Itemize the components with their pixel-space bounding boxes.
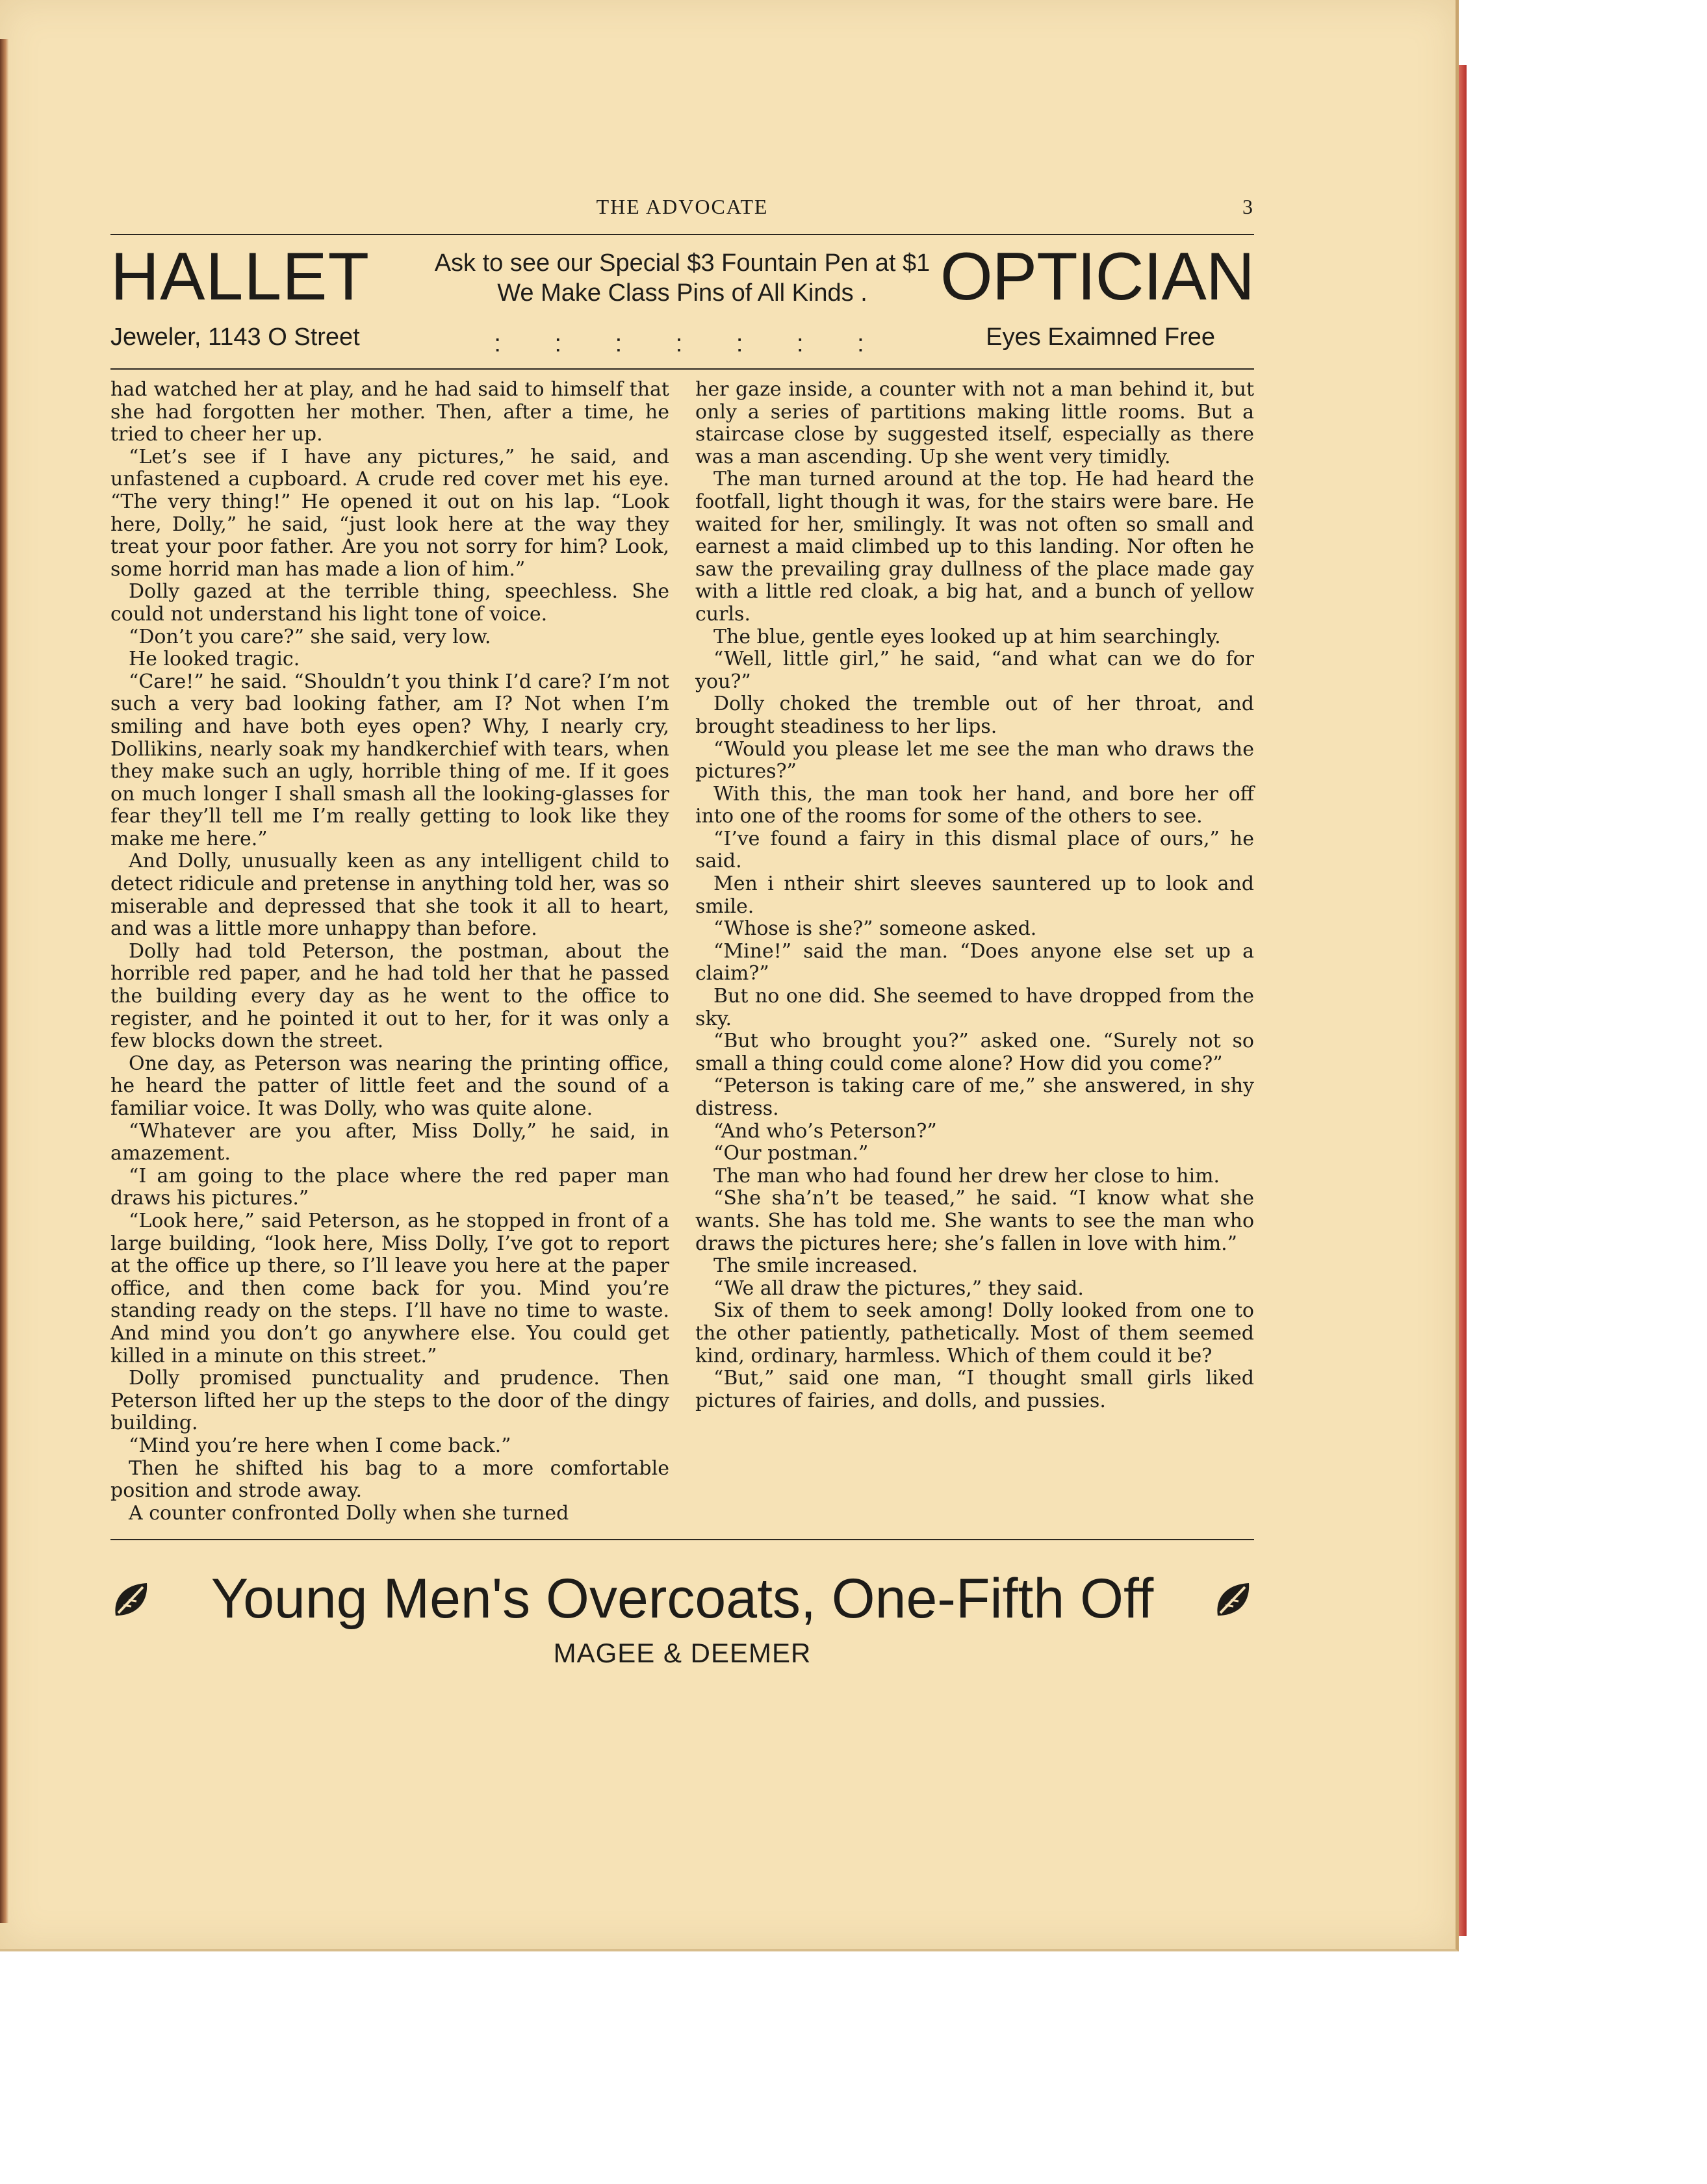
story-columns <box>110 379 1254 1525</box>
paragraph: Six of them to seek among! Dolly looked from one to the other patiently, pathetically. Most of them seemed kind, ordinary, harmless. Which of them could it be? <box>695 1299 1254 1367</box>
paragraph: But no one did. She seemed to have dropped from the sky. <box>695 985 1254 1030</box>
paragraph: “Peterson is taking care of me,” she answered, in shy distress. <box>695 1074 1254 1120</box>
paragraph: Dolly had told Peterson, the postman, about the horrible red paper, and he had told her that he passed the building every day as he went to the office to register, and he pointed it out to her, for it was only a few blocks down the street. <box>110 939 669 1053</box>
paragraph: “But who brought you?” asked one. “Surely not so small a thing could come alone? How did you come?” <box>695 1030 1254 1075</box>
red-cover-edge <box>1459 65 1467 1936</box>
overcoat-ad-line <box>110 1566 1254 1631</box>
paragraph: “Look here,” said Peterson, as he stopped in front of a large building, “look here, Miss Dolly, I’ve got to report at the office up there, so I’ll leave you here at the paper office, and then come back for you. Mind you’re standing ready on the steps. I’ll have no time to waste. And mind you don’t go anywhere else. You could get killed in a minute on this street.” <box>110 1209 669 1367</box>
right-column <box>695 379 1254 1525</box>
paragraph: had watched her at play, and he had said to himself that she had forgotten her mother. Then, after a time, he tried to cheer her up. <box>110 378 669 446</box>
paragraph: The blue, gentle eyes looked up at him searchingly. <box>713 625 1221 648</box>
overcoat-headline: Young Men's Overcoats, One-Fifth Off <box>211 1568 1154 1631</box>
paragraph: Dolly gazed at the terrible thing, speechless. She could not understand his light tone of voice. <box>110 580 669 626</box>
paragraph: With this, the man took her hand, and bore her off into one of the rooms for some of the others to see. <box>695 782 1254 828</box>
paragraph: “I’ve found a fairy in this dismal place of ours,” he said. <box>695 827 1254 873</box>
jeweler-address: Jeweler, 1143 O Street <box>110 324 360 351</box>
ad-middle-text <box>416 248 949 359</box>
paragraph: “Let’s see if I have any pictures,” he said, and unfastened a cupboard. A crude red cover met his eye. “The very thing!” He opened it out on his lap. “Look here, Dolly,” he said, “just look here at the way they treat your poor father. Are you not sorry for him? Look, some horrid man has made a lion of him.” <box>110 445 669 581</box>
paragraph: And Dolly, unusually keen as any intelligent child to detect ridicule and pretense in anything told her, was so miserable and depressed that she took it all to heart, and was a little more unhappy than before. <box>110 850 669 941</box>
paragraph: He looked tragic. <box>129 648 300 671</box>
paragraph: “Whose is she?” someone asked. <box>713 917 1037 941</box>
paragraph: One day, as Peterson was nearing the printing office, he heard the patter of little feet and the sound of a familiar voice. It was Dolly, who was quite alone. <box>110 1052 669 1120</box>
paragraph: Dolly choked the tremble out of her throat, and brought steadiness to her lips. <box>695 692 1254 738</box>
paragraph: “And who’s Peterson?” <box>713 1119 937 1143</box>
paragraph: The smile increased. <box>713 1254 918 1278</box>
page-binding-edge <box>0 39 9 1923</box>
paragraph: “Mind you’re here when I come back.” <box>129 1434 511 1457</box>
optician-name: OPTICIAN <box>940 239 1254 314</box>
paragraph: “She sha’n’t be teased,” he said. “I know what she wants. She has told me. She wants to see the man who draws the pictures here; she’s fallen in love with him.” <box>695 1187 1254 1255</box>
bottom-advertisement <box>110 1566 1254 1669</box>
paragraph: “Don’t you care?” she said, very low. <box>129 625 491 648</box>
leaf-ornament-icon <box>1213 1579 1254 1621</box>
ad-colon-row: : : : : : : : <box>494 330 871 357</box>
paragraph: A counter confronted Dolly when she turned <box>129 1501 569 1525</box>
class-pins-offer: We Make Class Pins of All Kinds . <box>497 279 867 307</box>
leaf-ornament-icon <box>110 1579 152 1621</box>
jeweler-name: HALLET <box>110 239 370 314</box>
footer-rule <box>110 1539 1254 1540</box>
paragraph: The man who had found her drew her close to him. <box>713 1164 1220 1187</box>
paragraph: “Whatever are you after, Miss Dolly,” he said, in amazement. <box>110 1119 669 1165</box>
paragraph: Then he shifted his bag to a more comfortable position and strode away. <box>110 1456 669 1503</box>
page-number: 3 <box>1242 195 1254 218</box>
paragraph: Dolly promised punctuality and prudence. Then Peterson lifted her up the steps to the door of the dingy building. <box>110 1367 669 1435</box>
fountain-pen-offer: Ask to see our Special $3 Fountain Pen at $1 <box>434 249 931 277</box>
optician-ad <box>940 239 1254 351</box>
top-advertisement <box>110 235 1254 368</box>
paragraph: “Mine!” said the man. “Does anyone else set up a claim?” <box>695 939 1254 985</box>
paragraph: “We all draw the pictures,” they said. <box>713 1276 1084 1300</box>
ad-rule <box>110 368 1254 370</box>
paragraph: “I am going to the place where the red paper man draws his pictures.” <box>110 1164 669 1210</box>
paragraph: “Our postman.” <box>713 1142 869 1165</box>
paragraph: The man turned around at the top. He had heard the footfall, light though it was, for the stairs were bare. He waited for her, smilingly. It was not often so small and earnest a maid climbed up to this landing. Nor often he saw the prevailing gray dullness of the place made gay with a little red cloak, a big hat, and a bunch of yellow curls. <box>695 468 1254 626</box>
running-head <box>110 188 1254 234</box>
paragraph: “But,” said one man, “I thought small girls liked pictures of fairies, and dolls, and pussies. <box>695 1367 1254 1412</box>
left-column <box>110 379 669 1525</box>
paragraph: “Care!” he said. “Shouldn’t you think I’d care? I’m not such a very bad looking father, am I? Not when I’m smiling and have both eyes open? Why, I nearly cry, Dollikins, nearly soak my handkerchief with tears, when they make such an ugly, horrible thing of me. If it goes on much longer I shall smash all the looking-glasses for fear they’ll tell me I’m really getting to look like they make me here.” <box>110 670 669 850</box>
page-content <box>110 188 1254 1669</box>
publication-title: THE ADVOCATE <box>596 195 769 218</box>
paragraph: Men i ntheir shirt sleeves sauntered up to look and smile. <box>695 872 1254 918</box>
paragraph: “Well, little girl,” he said, “and what can we do for you?” <box>695 648 1254 693</box>
paragraph: “Would you please let me see the man who draws the pictures?” <box>695 737 1254 783</box>
jeweler-ad <box>110 239 370 351</box>
paragraph: her gaze inside, a counter with not a man behind it, but only a series of partitions making little rooms. But a staircase close by suggested itself, especially as there was a man ascending. Up she went very timidly. <box>695 378 1254 468</box>
store-name: MAGEE & DEEMER <box>553 1638 812 1669</box>
eyes-examined-note: Eyes Exaimned Free <box>986 324 1215 351</box>
